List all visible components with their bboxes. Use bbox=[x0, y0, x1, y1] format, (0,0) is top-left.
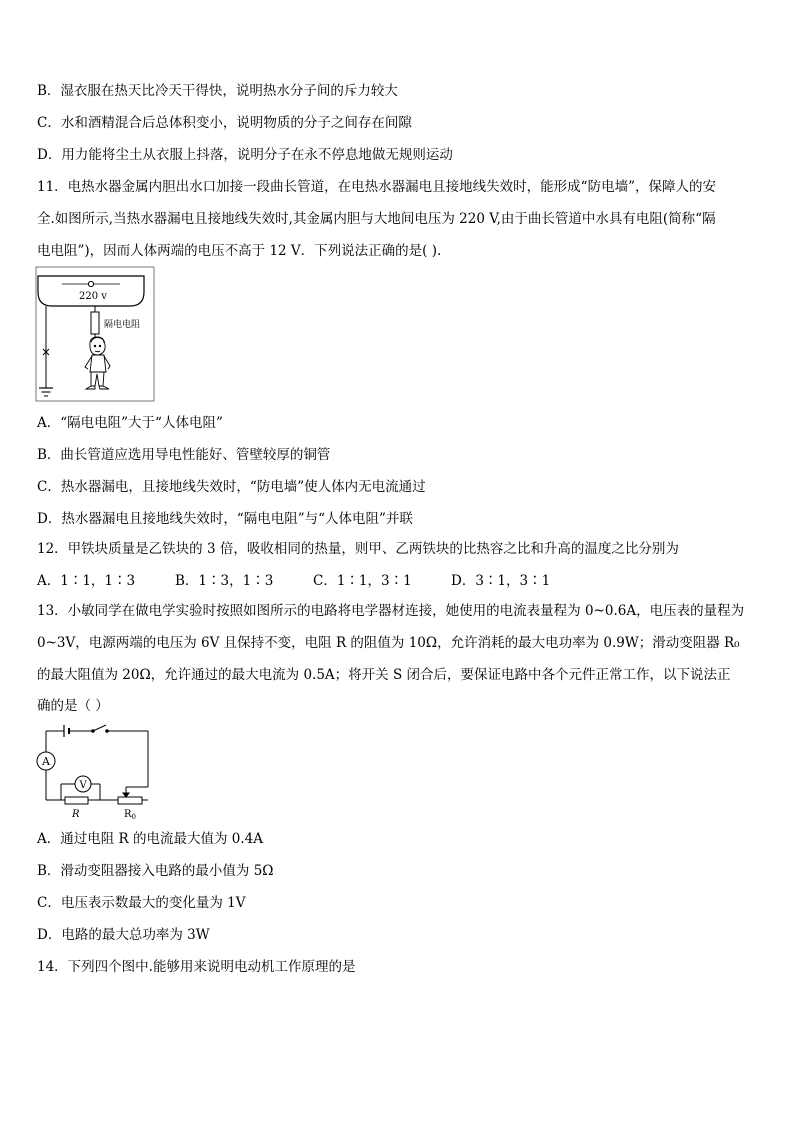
circuit-diagram bbox=[32, 722, 156, 822]
q10-option-d: D．用力能将尘土从衣服上抖落，说明分子在永不停息地做无规则运动 bbox=[37, 147, 453, 163]
resistor-label: 隔电电阻 bbox=[104, 320, 141, 330]
isolation-resistor bbox=[91, 312, 99, 334]
q11-stem-line-3: 电电阻”)，因而人体两端的电压不高于 12 V．下列说法正确的是( ). bbox=[37, 243, 442, 259]
q10-option-c: C．水和酒精混合后总体积变小，说明物质的分子之间存在间隙 bbox=[37, 115, 412, 131]
q14-stem: 14．下列四个图中.能够用来说明电动机工作原理的是 bbox=[37, 959, 356, 975]
q13-option-a: A．通过电阻 R 的电流最大值为 0.4A bbox=[37, 831, 264, 847]
water-heater-diagram bbox=[28, 266, 158, 406]
q12-options bbox=[37, 572, 757, 590]
q11-stem-line-1: 11．电热水器金属内胆出水口加接一段曲长管道，在电热水器漏电且接地线失效时，能形成“防电墙”，保障人的安 bbox=[37, 179, 716, 195]
q12-option-d: D．3∶1，3∶1 bbox=[451, 573, 551, 589]
q12-option-b: B．1∶3，1∶3 bbox=[175, 573, 274, 589]
voltage-label: 220 v bbox=[79, 291, 107, 302]
q11-option-c: C．热水器漏电，且接地线失效时，“防电墙”使人体内无电流通过 bbox=[37, 479, 426, 495]
resistor-r bbox=[65, 797, 88, 804]
q13-stem-line-2: 0~3V，电源两端的电压为 6V 且保持不变，电阻 R 的阻值为 10Ω，允许消耗的最大电功率为 0.9W；滑动变阻器 R₀ bbox=[37, 635, 740, 651]
q12-stem: 12．甲铁块质量是乙铁块的 3 倍，吸收相同的热量，则甲、乙两铁块的比热容之比和升高的温度之比分别为 bbox=[37, 541, 679, 557]
q13-option-b: B．滑动变阻器接入电路的最小值为 5Ω bbox=[37, 863, 274, 879]
q11-option-a: A．“隔电电阻”大于“人体电阻” bbox=[37, 415, 223, 431]
q12-option-a: A．1∶1，1∶3 bbox=[37, 573, 136, 589]
q11-option-d: D．热水器漏电且接地线失效时，“隔电电阻”与“人体电阻”并联 bbox=[37, 511, 413, 527]
rheostat-label: $R_0$ bbox=[124, 809, 136, 821]
q13-stem-line-4: 确的是（ ） bbox=[37, 698, 109, 714]
voltmeter-label: V bbox=[79, 780, 87, 791]
ammeter-label: A bbox=[42, 755, 50, 768]
q13-stem-line-3: 的最大阻值为 20Ω，允许通过的最大电流为 0.5A；将开关 S 闭合后，要保证电路中各个元件正常工作，以下说法正 bbox=[37, 667, 731, 683]
switch-s bbox=[93, 725, 106, 731]
q13-option-d: D．电路的最大总功率为 3W bbox=[37, 927, 210, 943]
outlet-terminal bbox=[88, 281, 93, 286]
q13-stem-line-1: 13．小敏同学在做电学实验时按照如图所示的电路将电学器材连接，她使用的电流表量程为 0~0.6A，电压表的量程为 bbox=[37, 603, 745, 619]
q11-stem-line-2: 全.如图所示,当热水器漏电且接地线失效时,其金属内胆与大地间电压为 220 V,由于曲长管道中水具有电阻(简称“隔 bbox=[37, 211, 716, 227]
q13-option-c: C．电压表示数最大的变化量为 1V bbox=[37, 895, 246, 911]
resistor-r-label: R bbox=[72, 809, 80, 820]
q12-option-c: C．1∶1，3∶1 bbox=[313, 573, 412, 589]
q11-option-b: B．曲长管道应选用导电性能好、管壁较厚的铜管 bbox=[37, 447, 331, 463]
rheostat-r0 bbox=[118, 797, 142, 804]
q10-option-b: B．湿衣服在热天比冷天干得快，说明热水分子间的斥力较大 bbox=[37, 83, 398, 99]
slider-arrow bbox=[123, 793, 129, 797]
person-figure bbox=[85, 337, 110, 389]
